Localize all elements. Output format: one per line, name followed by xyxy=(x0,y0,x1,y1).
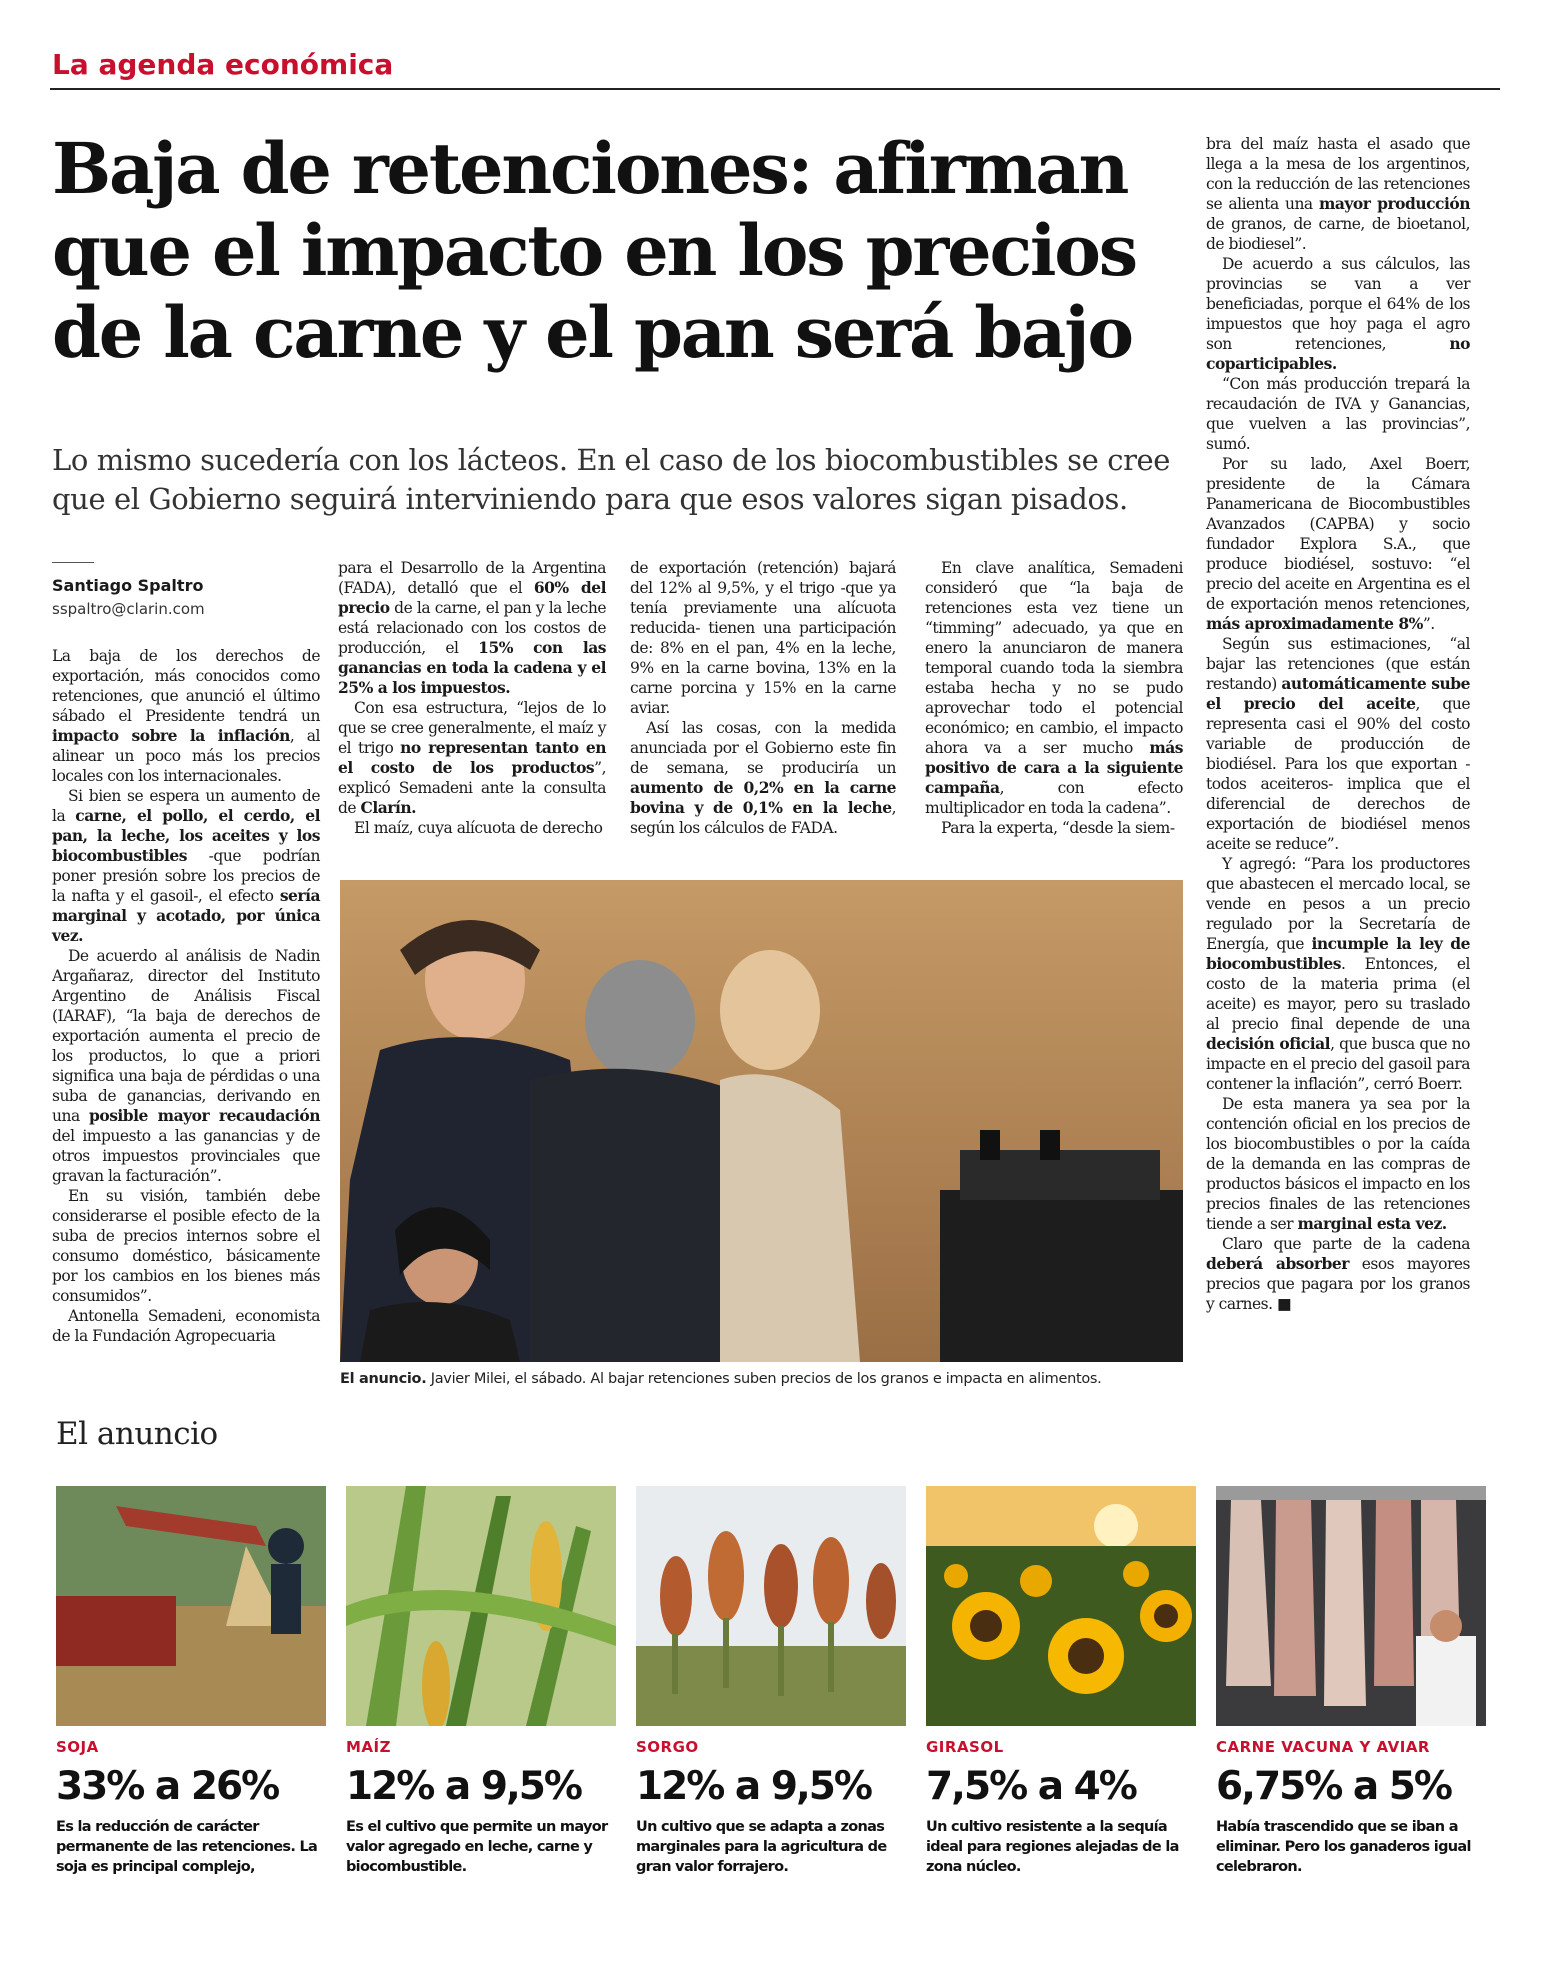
crop-card-sorgo xyxy=(636,1486,906,1877)
paragraph: Según sus estimaciones, “al bajar las retenciones (que están restando) automáticamente sube el precio del aceite, que representa casi el 90% del costo variable de producción de biodiésel. Para los que exportan -todos aceiteros- implica que el diferencial de derechos de exportación de biodiésel menos aceite se reduce”. xyxy=(1206,635,1470,853)
crop-card-carne xyxy=(1216,1486,1486,1877)
article-column-2 xyxy=(338,558,606,838)
paragraph: De acuerdo al análisis de Nadin Argañaraz, director del Instituto Argentino de Análisis Fiscal (IARAF), “la baja de derechos de exportación aumenta el precio de los productos, lo que a priori significa una baja de pérdidas o una suba de ganancias, derivando en una posible mayor recaudación del impuesto a las ganancias y de otros impuestos provinciales que gravan la facturación”. xyxy=(52,947,320,1185)
paragraph: Para la experta, “desde la siem- xyxy=(941,819,1175,837)
paragraph: Antonella Semadeni, economista de la Fundación Agropecuaria xyxy=(52,1307,320,1345)
paragraph: En clave analítica, Semadeni consideró que “la baja de retenciones esta vez tiene un “timming” adecuado, ya que en enero la anunciaron de manera temporal cuando toda la siembra estaba hecha y no se pudo aprovechar todo el potencial económico; en cambio, el impacto ahora va a ser mucho más positivo de cara a la siguiente campaña, con efecto multiplicador en toda la cadena”. xyxy=(925,559,1183,817)
paragraph: “Con más producción trepará la recaudación de IVA y Ganancias, que vuelven a las provincias”, sumó. xyxy=(1206,375,1470,453)
crop-change: 6,75% a 5% xyxy=(1216,1764,1451,1809)
paragraph: De acuerdo a sus cálculos, las provincias se van a ver beneficiadas, porque el 64% de los impuestos que hoy paga el agro son retenciones, no coparticipables. xyxy=(1206,255,1470,373)
box-title: El anuncio xyxy=(56,1416,218,1452)
paragraph: Y agregó: “Para los productores que abastecen el mercado local, se vende en pesos a un precio regulado por la Secretaría de Energía, que incumple la ley de biocombustibles. Entonces, el costo de la materia prima (el aceite) es mayor, pero su traslado al precio final depende de una decisión oficial, que busca que no impacte en el precio del gasoil para contener la inflación”, cerró Boerr. xyxy=(1206,855,1471,1093)
byline-name: Santiago Spaltro xyxy=(52,576,204,595)
crop-name: GIRASOL xyxy=(926,1738,1004,1756)
crop-change: 12% a 9,5% xyxy=(346,1764,581,1809)
crop-description: Había trascendido que se iban a eliminar. Pero los ganaderos igual celebraron. xyxy=(1216,1819,1471,1875)
paragraph: Si bien se espera un aumento de la carne, el pollo, el cerdo, el pan, la leche, los aceites y los biocombustibles -que podrían poner presión sobre los precios de la nafta y el gasoil-, el efecto sería marginal y acotado, por única vez. xyxy=(52,787,320,945)
article-column-1 xyxy=(52,646,320,1346)
girasol-photo xyxy=(926,1486,1196,1726)
crop-description: Es el cultivo que permite un mayor valor agregado en leche, carne y biocombustible. xyxy=(346,1819,608,1875)
crop-change: 7,5% a 4% xyxy=(926,1764,1136,1809)
photo-caption: El anuncio. Javier Milei, el sábado. Al bajar retenciones suben precios de los granos e impacta en alimentos. xyxy=(340,1371,1102,1387)
crop-change: 33% a 26% xyxy=(56,1764,279,1809)
paragraph: Con esa estructura, “lejos de lo que se cree generalmente, el maíz y el trigo no representan tanto en el costo de los productos”, explicó Semadeni ante la consulta de Clarín. xyxy=(338,699,606,817)
paragraph: de exportación (retención) bajará del 12% al 9,5%, y el trigo -que ya tenía previamente una alícuota reducida- tienen una participación de: 8% en el pan, 4% en la leche, 9% en la carne bovina, 13% en la carne porcina y 15% en la carne aviar. xyxy=(630,559,896,717)
deck-line: que el Gobierno seguirá interviniendo para que esos valores sigan pisados. xyxy=(52,482,1128,516)
paragraph: Claro que parte de la cadena deberá absorber esos mayores precios que pagara por los granos y carnes. ■ xyxy=(1206,1235,1470,1313)
deck xyxy=(52,441,1192,519)
paragraph: En su visión, también debe considerarse el posible efecto de la suba de precios internos sobre el consumo doméstico, básicamente por los cambios en los bienes más consumidos”. xyxy=(52,1187,320,1305)
headline-line: Baja de retenciones: afirman xyxy=(52,127,1128,210)
deck-line: Lo mismo sucedería con los lácteos. En el caso de los biocombustibles se cree xyxy=(52,443,1171,477)
crop-name: SOJA xyxy=(56,1738,99,1756)
section-label: La agenda económica xyxy=(52,48,394,81)
main-photo-illustration xyxy=(340,880,1183,1362)
end-mark-icon: ■ xyxy=(1277,1295,1292,1313)
carne-photo xyxy=(1216,1486,1486,1726)
crop-description: Es la reducción de carácter permanente de las retenciones. La soja es principal complejo, xyxy=(56,1819,318,1875)
headline xyxy=(52,128,1182,374)
paragraph: para el Desarrollo de la Argentina (FADA), detalló que el 60% del precio de la carne, el pan y la leche está relacionado con los costos de producción, el 15% con las ganancias en toda la cadena y el 25% a los impuestos. xyxy=(338,559,606,697)
crop-change: 12% a 9,5% xyxy=(636,1764,871,1809)
article-column-4 xyxy=(925,558,1183,838)
crop-description: Un cultivo resistente a la sequía ideal para regiones alejadas de la zona núcleo. xyxy=(926,1819,1179,1875)
crop-card-girasol xyxy=(926,1486,1196,1877)
paragraph: El maíz, cuya alícuota de derecho xyxy=(354,819,603,837)
maiz-photo xyxy=(346,1486,616,1726)
crop-card-soja xyxy=(56,1486,326,1877)
headline-line: que el impacto en los precios xyxy=(52,209,1136,292)
paragraph: La baja de los derechos de exportación, más conocidos como retenciones, que anunció el último sábado el Presidente tendrá un impacto sobre la inflación, al alinear un poco más los precios locales con los internacionales. xyxy=(52,647,320,785)
crop-description: Un cultivo que se adapta a zonas marginales para la agricultura de gran valor forrajero. xyxy=(636,1819,887,1875)
crop-name: CARNE VACUNA Y AVIAR xyxy=(1216,1738,1430,1756)
main-photo xyxy=(340,880,1183,1362)
article-column-3 xyxy=(630,558,896,838)
byline-rule xyxy=(52,562,94,563)
paragraph: Por su lado, Axel Boerr, presidente de la Cámara Panamericana de Biocombustibles Avanzados (CAPBA) y socio fundador Explora S.A., que produce biodiésel, sostuvo: “el precio del aceite en Argentina es el de exportación menos retenciones, más aproximadamente 8%”. xyxy=(1206,455,1470,633)
paragraph: Así las cosas, con la medida anunciada por el Gobierno este fin de semana, se produciría un aumento de 0,2% en la carne bovina y de 0,1% en la leche, según los cálculos de FADA. xyxy=(630,719,896,837)
paragraph: bra del maíz hasta el asado que llega a la mesa de los argentinos, con la reducción de las retenciones se alienta una mayor producción de granos, de carne, de bioetanol, de biodiesel”. xyxy=(1206,135,1470,253)
crop-card-maiz xyxy=(346,1486,616,1877)
headline-line: de la carne y el pan será bajo xyxy=(52,291,1132,374)
paragraph: De esta manera ya sea por la contención oficial en los precios de los biocombustibles o por la caída de la demanda en las compras de productos básicos el impacto en los precios finales de las retenciones tiende a ser marginal esta vez. xyxy=(1206,1095,1470,1233)
section-divider xyxy=(50,88,1500,90)
sorgo-photo xyxy=(636,1486,906,1726)
crop-name: SORGO xyxy=(636,1738,699,1756)
crop-name: MAÍZ xyxy=(346,1738,391,1756)
byline-email: sspaltro@clarin.com xyxy=(52,600,205,618)
soja-photo xyxy=(56,1486,326,1726)
article-column-5 xyxy=(1206,134,1470,1314)
